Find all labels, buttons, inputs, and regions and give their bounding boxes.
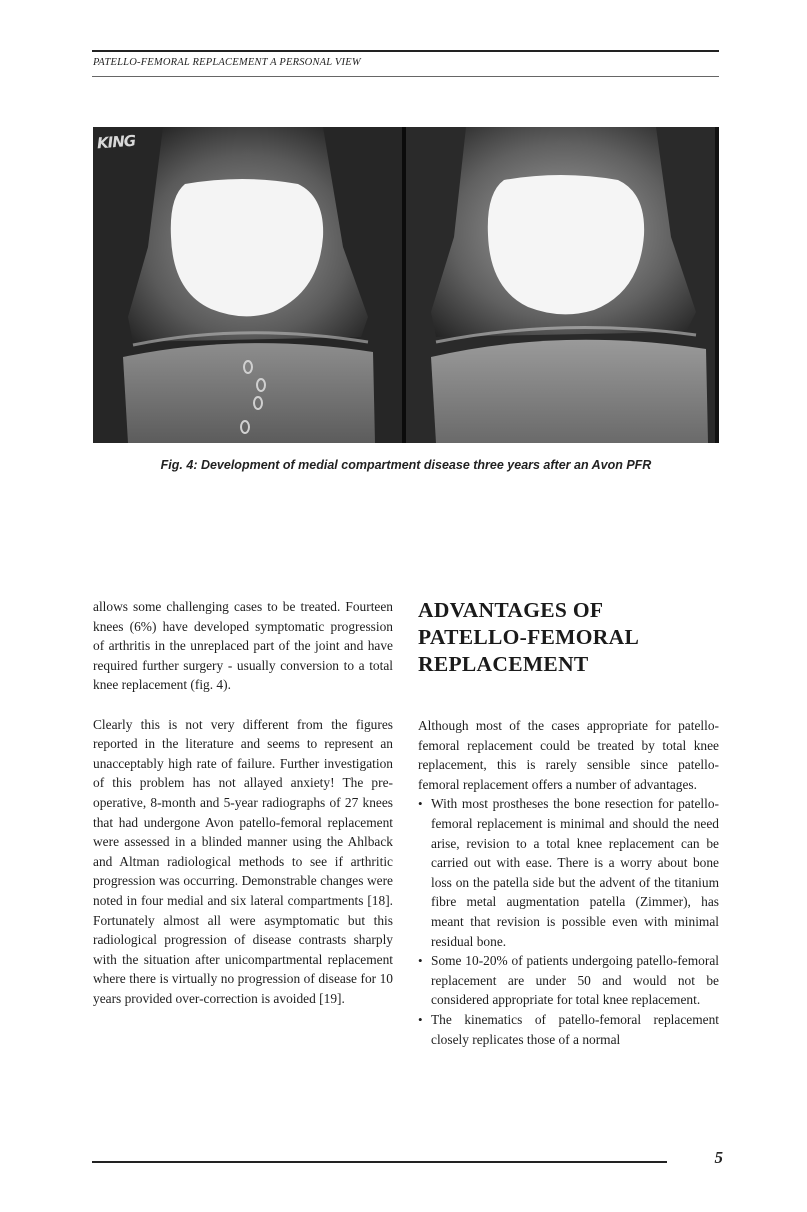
xray-side-marker: KING xyxy=(96,131,136,153)
header-top-rule xyxy=(92,50,719,52)
page-number: 5 xyxy=(714,1148,723,1167)
xray-left-knee xyxy=(93,127,402,443)
body-paragraph: allows some challenging cases to be treated. Fourteen knees (6%) have developed symptomatic progression of arthritis in the unreplaced part of the joint and have required further surgery - usually conversion to a total knee replacement (fig. 4). xyxy=(93,599,393,693)
figure-4-xrays xyxy=(93,127,719,443)
list-item: • Some 10-20% of patients undergoing patello-femoral replacement are under 50 and would not be considered appropriate for total knee replacement. xyxy=(418,951,719,1010)
list-item: • With most prostheses the bone resection for patello-femoral replacement is minimal and should the need arise, revision to a total knee replacement can be carried out with ease. There is a worry about bone loss on the patella side but the advent of the titanium fibre metal augmentation patella (Zimmer), has meant that revision is possible even with minimal residual bone. xyxy=(418,794,719,951)
right-text-column xyxy=(418,597,719,1049)
xray-left-image xyxy=(93,127,402,443)
list-item: • The kinematics of patello-femoral replacement closely replicates those of a normal xyxy=(418,1010,719,1049)
advantages-list xyxy=(418,794,719,1049)
section-heading xyxy=(418,597,719,678)
footer-rule xyxy=(92,1161,667,1163)
left-text-column xyxy=(93,597,393,1008)
header-bottom-rule xyxy=(92,76,719,77)
xray-right-knee xyxy=(406,127,715,443)
body-paragraph: Clearly this is not very different from the figures reported in the literature and seems to represent an unacceptably high rate of failure. Further investigation of this problem has not allayed anxiety! The pre-operative, 8-month and 5-year radiographs of 27 knees that had undergone Avon patello-femoral replacement were assessed in a blinded manner using the Ahlback and Altman radiological methods to see if arthritic progression was occurring. Demonstrable changes were noted in four medial and six lateral compartments [18]. Fortunately almost all were asymptomatic but this radiological progression of disease contrasts sharply with the situation after unicompartmental replacement where there is virtually no progression of disease for 10 years provided over-correction is avoided [19]. xyxy=(93,716,393,1006)
intro-paragraph: Although most of the cases appropriate for patello-femoral replacement could be treated by total knee replacement, this is rarely sensible since patello-femoral replacement offers a number of advantages. xyxy=(418,718,719,792)
section-heading-line: ADVANTAGES OF xyxy=(418,598,604,622)
xray-right-image xyxy=(406,127,715,443)
running-title: PATELLO-FEMORAL REPLACEMENT A PERSONAL VIEW xyxy=(93,57,361,68)
section-heading-line: REPLACEMENT xyxy=(418,652,589,676)
figure-caption: Fig. 4: Development of medial compartment disease three years after an Avon PFR xyxy=(160,458,652,472)
section-heading-line: PATELLO-FEMORAL xyxy=(418,625,640,649)
